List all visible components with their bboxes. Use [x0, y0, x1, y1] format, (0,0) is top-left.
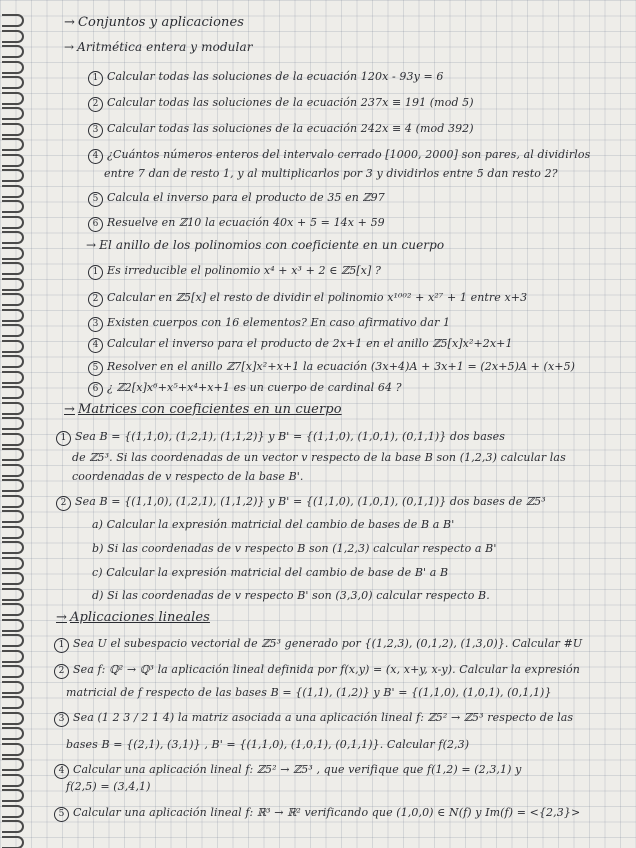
- spiral-ring: [2, 479, 24, 492]
- spiral-ring: [2, 448, 24, 461]
- spiral-ring: [2, 278, 24, 291]
- spiral-binding: [0, 0, 26, 848]
- exercise-text: ¿Cuántos números enteros del intervalo cerrado [1000, 2000] son pares, al dividirlos: [107, 148, 591, 161]
- spiral-ring: [2, 541, 24, 554]
- spiral-ring: [2, 154, 24, 167]
- exercise-continuation: entre 7 dan de resto 1, y al multiplicarlos por 3 y dividirlos entre 5 dan resto 2?: [104, 167, 558, 180]
- sub-item: b) Si las coordenadas de v respecto B son (1,2,3) calcular respecto a B': [92, 542, 497, 555]
- exercise-continuation: f(2,5) = (3,4,1): [66, 780, 151, 793]
- exercise: [56, 430, 505, 446]
- exercise-text: Calcula el inverso para el producto de 35 en ℤ97: [107, 191, 385, 204]
- exercise-text: Calcular todas las soluciones de la ecuación 242x ≡ 4 (mod 392): [107, 122, 474, 135]
- exercise: [88, 291, 527, 307]
- section-heading: Matrices con coeficientes en un cuerpo: [78, 402, 342, 417]
- exercise-number: 1: [88, 71, 103, 86]
- spiral-ring: [2, 340, 24, 353]
- exercise-number: 3: [88, 123, 103, 138]
- spiral-ring: [2, 247, 24, 260]
- exercise-number: 6: [88, 217, 103, 232]
- spiral-ring: [2, 231, 24, 244]
- spiral-ring: [2, 650, 24, 663]
- spiral-ring: [2, 417, 24, 430]
- exercise-number: 4: [88, 149, 103, 164]
- exercise: [88, 96, 474, 112]
- spiral-ring: [2, 30, 24, 43]
- spiral-ring: [2, 820, 24, 833]
- exercise: [56, 495, 546, 511]
- exercise-number: 1: [88, 265, 103, 280]
- exercise: [54, 663, 580, 679]
- exercise: [54, 806, 580, 822]
- spiral-ring: [2, 805, 24, 818]
- sub-item: a) Calcular la expresión matricial del cambio de bases de B a B': [92, 518, 455, 531]
- spiral-ring: [2, 355, 24, 368]
- spiral-ring: [2, 45, 24, 58]
- spiral-ring: [2, 324, 24, 337]
- exercise-text: Calcular una aplicación lineal f: ℝ³ → ℝ² verificando que (1,0,0) ∈ N(f) y Im(f) = <{2,3}>: [73, 806, 581, 819]
- spiral-ring: [2, 681, 24, 694]
- spiral-ring: [2, 712, 24, 725]
- exercise: [88, 360, 575, 376]
- spiral-ring: [2, 309, 24, 322]
- section-heading: El anillo de los polinomios con coeficiente en un cuerpo: [99, 238, 445, 252]
- section-heading: Aplicaciones lineales: [70, 610, 210, 625]
- spiral-ring: [2, 386, 24, 399]
- sub-item: c) Calcular la expresión matricial del cambio de base de B' a B: [92, 566, 449, 579]
- spiral-ring: [2, 774, 24, 787]
- spiral-ring: [2, 634, 24, 647]
- spiral-ring: [2, 61, 24, 74]
- arrow-icon: →: [56, 610, 67, 625]
- spiral-ring: [2, 107, 24, 120]
- exercise: [54, 637, 582, 653]
- exercise-number: 1: [56, 431, 71, 446]
- section-heading-line: [64, 40, 253, 54]
- spiral-ring: [2, 526, 24, 539]
- spiral-ring: [2, 185, 24, 198]
- spiral-ring: [2, 727, 24, 740]
- spiral-ring: [2, 14, 24, 27]
- spiral-ring: [2, 293, 24, 306]
- arrow-icon: →: [86, 238, 97, 252]
- spiral-ring: [2, 557, 24, 570]
- spiral-ring: [2, 216, 24, 229]
- section-heading-line: [56, 611, 210, 625]
- exercise: [88, 216, 385, 232]
- spiral-ring: [2, 138, 24, 151]
- spiral-ring: [2, 402, 24, 415]
- exercise-text: Sea f: ℚ² → ℚ³ la aplicación lineal definida por f(x,y) = (x, x+y, x-y). Calcular la expresión: [73, 663, 580, 676]
- exercise-text: Calcular todas las soluciones de la ecuación 237x ≡ 191 (mod 5): [107, 96, 474, 109]
- exercise: [88, 337, 513, 353]
- exercise-text: Calcular el inverso para el producto de 2x+1 en el anillo ℤ5[x]x²+2x+1: [107, 337, 513, 350]
- arrow-icon: →: [64, 15, 75, 30]
- exercise-number: 5: [88, 192, 103, 207]
- exercise-text: Sea B = {(1,1,0), (1,2,1), (1,1,2)} y B' = {(1,1,0), (1,0,1), (0,1,1)} dos bases de ℤ5³: [75, 495, 546, 508]
- exercise-number: 4: [88, 338, 103, 353]
- section-heading-line: [64, 403, 342, 417]
- exercise-number: 2: [88, 97, 103, 112]
- exercise-number: 3: [54, 712, 69, 727]
- page-title-line: [64, 16, 244, 30]
- exercise: [88, 264, 381, 280]
- exercise-continuation: coordenadas de v respecto de la base B'.: [72, 470, 304, 483]
- arrow-icon: →: [64, 40, 75, 54]
- spiral-ring: [2, 588, 24, 601]
- spiral-ring: [2, 76, 24, 89]
- exercise-text: Calcular todas las soluciones de la ecuación 120x - 93y = 6: [107, 70, 444, 83]
- spiral-ring: [2, 603, 24, 616]
- exercise-continuation: bases B = {(2,1), (3,1)} , B' = {(1,1,0), (1,0,1), (0,1,1)}. Calcular f(2,3): [66, 738, 470, 751]
- exercise-continuation: matricial de f respecto de las bases B = {(1,1), (1,2)} y B' = {(1,1,0), (1,0,1), (0,1,1)}: [66, 686, 552, 699]
- exercise-number: 2: [54, 664, 69, 679]
- exercise-number: 2: [88, 292, 103, 307]
- spiral-ring: [2, 169, 24, 182]
- exercise: [88, 148, 590, 164]
- exercise-number: 3: [88, 317, 103, 332]
- spiral-ring: [2, 510, 24, 523]
- section-heading-line: [86, 238, 444, 252]
- spiral-ring: [2, 836, 24, 848]
- exercise-number: 5: [54, 807, 69, 822]
- exercise-text: ¿ ℤ2[x]x⁶+x⁵+x⁴+x+1 es un cuerpo de cardinal 64 ?: [107, 381, 402, 394]
- exercise: [88, 122, 474, 138]
- spiral-ring: [2, 619, 24, 632]
- exercise-number: 5: [88, 361, 103, 376]
- exercise-text: Sea (1 2 3 / 2 1 4) la matriz asociada a una aplicación lineal f: ℤ5² → ℤ5³ respecto de las: [73, 711, 574, 724]
- spiral-ring: [2, 696, 24, 709]
- spiral-ring: [2, 200, 24, 213]
- exercise-text: Calcular en ℤ5[x] el resto de dividir el polinomio x¹⁰⁰² + x²⁷ + 1 entre x+3: [107, 291, 528, 304]
- spiral-ring: [2, 665, 24, 678]
- exercise-text: Resolver en el anillo ℤ7[x]x²+x+1 la ecuación (3x+4)A + 3x+1 = (2x+5)A + (x+5): [107, 360, 576, 373]
- spiral-ring: [2, 433, 24, 446]
- exercise-text: Sea B = {(1,1,0), (1,2,1), (1,1,2)} y B' = {(1,1,0), (1,0,1), (0,1,1)} dos bases: [75, 430, 506, 443]
- section-heading: Aritmética entera y modular: [77, 40, 253, 54]
- spiral-ring: [2, 789, 24, 802]
- spiral-ring: [2, 743, 24, 756]
- exercise: [88, 381, 402, 397]
- exercise-continuation: de ℤ5³. Si las coordenadas de un vector v respecto de la base B son (1,2,3) calcular las: [72, 451, 566, 464]
- exercise-text: Sea U el subespacio vectorial de ℤ5³ generado por {(1,2,3), (0,1,2), (1,3,0)}. Calcular #U: [73, 637, 583, 650]
- exercise-number: 6: [88, 382, 103, 397]
- spiral-ring: [2, 92, 24, 105]
- exercise: [88, 191, 385, 207]
- exercise-text: Resuelve en ℤ10 la ecuación 40x + 5 = 14x + 59: [107, 216, 385, 229]
- exercise-number: 2: [56, 496, 71, 511]
- spiral-ring: [2, 495, 24, 508]
- spiral-ring: [2, 572, 24, 585]
- exercise-text: Calcular una aplicación lineal f: ℤ5² → ℤ5³ , que verifique que f(1,2) = (2,3,1) y: [73, 763, 522, 776]
- exercise-text: Existen cuerpos con 16 elementos? En caso afirmativo dar 1: [107, 316, 451, 329]
- exercise: [88, 316, 450, 332]
- arrow-icon: →: [64, 402, 75, 417]
- spiral-ring: [2, 758, 24, 771]
- spiral-ring: [2, 262, 24, 275]
- spiral-ring: [2, 123, 24, 136]
- sub-item: d) Si las coordenadas de v respecto B' son (3,3,0) calcular respecto B.: [92, 589, 490, 602]
- exercise: [54, 763, 521, 779]
- exercise-number: 1: [54, 638, 69, 653]
- exercise: [54, 711, 573, 727]
- exercise-text: Es irreducible el polinomio x⁴ + x³ + 2 ∈ ℤ5[x] ?: [107, 264, 381, 277]
- exercise: [88, 70, 444, 86]
- page-title: Conjuntos y aplicaciones: [78, 15, 245, 30]
- spiral-ring: [2, 464, 24, 477]
- spiral-ring: [2, 371, 24, 384]
- exercise-number: 4: [54, 764, 69, 779]
